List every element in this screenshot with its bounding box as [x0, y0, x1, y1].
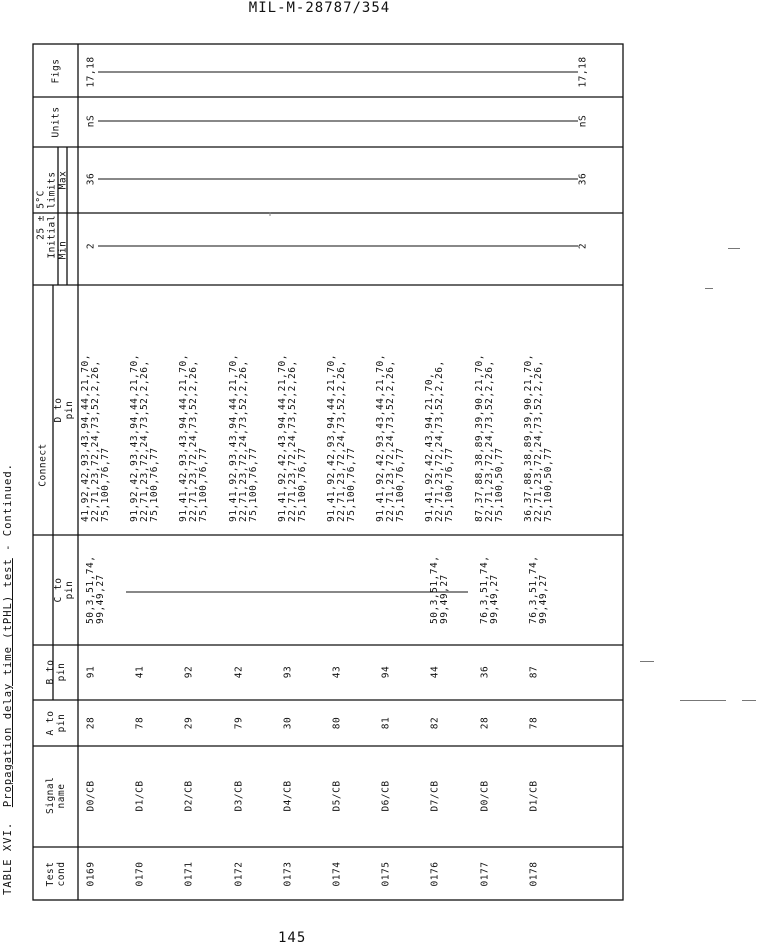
row-c-to-pin: [183, 624, 184, 625]
header-test-cond: Test cond: [45, 861, 67, 887]
row-test-cond: 0173: [282, 861, 294, 887]
header-signal-name: Signal name: [45, 776, 67, 814]
row-d-to-pin: 75,100,76,77: [395, 447, 407, 522]
row-d-to-pin: 22,71,23,72,24,73,52,2,26,: [139, 360, 151, 522]
row-c-to-pin: 99,49,27: [439, 574, 451, 624]
row-signal-name: D2/CB: [183, 780, 195, 812]
row-b-to-pin: 41: [134, 665, 146, 679]
header-d-to-pin: D to pin: [53, 397, 75, 423]
row-c-to-pin: [282, 624, 283, 625]
page-number: 145: [278, 930, 307, 946]
header-connect: Connect: [37, 443, 49, 487]
row-c-to-pin: 76,3,51,74,: [478, 555, 490, 624]
row-c-to-pin: [193, 624, 194, 625]
scan-mark: [742, 700, 756, 701]
row-d-to-pin: 91,41,92,42,93,94,44,21,70,: [326, 354, 337, 522]
row-d-to-pin: 91,41,92,42,43,94,21,70,: [424, 372, 436, 522]
row-d-to-pin: 22,71,23,72,24,73,52,2,26,: [434, 360, 446, 522]
row-a-to-pin: 28: [85, 716, 97, 730]
row-d-to-pin: 87,37,88,38,89,39,90,21,70,: [473, 354, 485, 522]
row-c-to-pin: 99,49,27: [95, 574, 106, 624]
row-a-to-pin: 29: [183, 716, 195, 730]
row-d-to-pin: 91,41,92,42,43,94,44,21,70,: [276, 354, 288, 522]
row-c-to-pin: [292, 624, 293, 625]
row-b-to-pin: 42: [233, 665, 245, 679]
figs-last: 17,18: [577, 56, 589, 88]
row-d-to-pin: 75,100,76,77: [444, 447, 456, 522]
row-d-to-pin: 41,92,42,93,43,94,44,21,70,: [80, 354, 91, 522]
row-d-to-pin: 75,100,50,77: [493, 447, 505, 522]
row-b-to-pin: 92: [183, 665, 195, 679]
header-max: Max: [57, 170, 69, 190]
units-last: nS: [577, 114, 589, 128]
row-test-cond: 0174: [331, 861, 343, 887]
row-c-to-pin: [390, 624, 391, 625]
header-a-to-pin: A to pin: [45, 710, 67, 736]
row-test-cond: 0169: [85, 861, 97, 887]
row-b-to-pin: 93: [282, 665, 294, 679]
row-b-to-pin: 94: [380, 665, 392, 679]
row-signal-name: D0/CB: [479, 780, 491, 812]
scan-mark: [680, 700, 726, 701]
row-d-to-pin: 36,37,88,38,89,39,90,21,70,: [522, 354, 534, 522]
row-a-to-pin: 82: [429, 716, 441, 730]
row-d-to-pin: 75,100,76,77: [198, 447, 210, 522]
row-signal-name: D1/CB: [134, 780, 146, 812]
header-units: Units: [50, 106, 62, 138]
row-test-cond: 0176: [429, 861, 441, 887]
row-d-to-pin: 91,41,42,93,43,94,44,21,70,: [178, 354, 190, 522]
row-d-to-pin: 22,71,23,72,24,73,52,2,26,: [286, 360, 298, 522]
figs-first: 17,18: [85, 56, 97, 88]
row-c-to-pin: [233, 624, 234, 625]
row-a-to-pin: 28: [479, 716, 491, 730]
header-temperature: 25 ± 5°C: [35, 190, 47, 240]
header-b-to-pin: B to pin: [45, 659, 67, 685]
header-initial-limits: Initial limits: [46, 171, 58, 259]
header-c-to-pin: C to pin: [53, 577, 75, 603]
row-a-to-pin: 80: [331, 716, 343, 730]
row-c-to-pin: 50,3,51,74,: [429, 555, 441, 624]
limit-min-first: 2: [85, 242, 97, 250]
limit-max-last: 36: [577, 172, 589, 186]
row-b-to-pin: 36: [479, 665, 491, 679]
row-d-to-pin: 22,71,23,72,24,73,52,2,26,: [385, 360, 397, 522]
caption-suffix: - Continued.: [2, 463, 14, 551]
row-d-to-pin: 22,71,23,72,24,73,52,2,26,: [188, 360, 200, 522]
row-signal-name: D6/CB: [380, 780, 392, 812]
row-b-to-pin: 44: [429, 665, 441, 679]
caption-title: Propagation delay time (tPHL) test: [2, 558, 14, 808]
row-a-to-pin: 78: [528, 716, 540, 730]
row-signal-name: D0/CB: [85, 780, 97, 812]
row-d-to-pin: 22,71,23,72,24,73,52,2,26,: [532, 360, 544, 522]
row-c-to-pin: 76,3,51,74,: [527, 555, 539, 624]
row-c-to-pin: [243, 624, 244, 625]
row-a-to-pin: 30: [282, 716, 294, 730]
row-b-to-pin: 91: [85, 665, 97, 679]
row-d-to-pin: 22,71,23,72,24,73,52,2,26,: [237, 360, 249, 522]
limit-min-last: 2: [577, 242, 589, 250]
row-c-to-pin: 99,49,27: [537, 574, 549, 624]
row-a-to-pin: 79: [233, 716, 245, 730]
row-b-to-pin: 43: [331, 665, 343, 679]
header-min: Min: [57, 240, 69, 260]
row-test-cond: 0171: [183, 861, 195, 887]
scan-mark: [705, 288, 713, 289]
row-c-to-pin: 99,49,27: [488, 574, 500, 624]
row-signal-name: D7/CB: [429, 780, 441, 812]
row-a-to-pin: 81: [380, 716, 392, 730]
document-number: MIL-M-28787/354: [248, 0, 391, 16]
scan-mark: [728, 248, 740, 249]
row-d-to-pin: 75,100,50,77: [542, 447, 554, 522]
header-figs: Figs: [50, 58, 62, 84]
units-first: nS: [85, 114, 97, 128]
row-d-to-pin: 75,100,76,77: [346, 447, 357, 522]
row-test-cond: 0178: [528, 861, 540, 887]
row-signal-name: D5/CB: [331, 780, 343, 812]
row-d-to-pin: 22,71,23,72,24,73,52,2,26,: [336, 360, 347, 522]
row-c-to-pin: [144, 624, 145, 625]
row-test-cond: 0172: [233, 861, 245, 887]
row-b-to-pin: 87: [528, 665, 540, 679]
row-signal-name: D1/CB: [528, 780, 540, 812]
row-d-to-pin: 75,100,76,77: [247, 447, 259, 522]
row-c-to-pin: [331, 624, 332, 625]
row-signal-name: D3/CB: [233, 780, 245, 812]
row-c-to-pin: 50,3,51,74,: [85, 555, 96, 624]
row-d-to-pin: 75,100,76,77: [149, 447, 161, 522]
row-signal-name: D4/CB: [282, 780, 294, 812]
scan-mark: [640, 661, 654, 662]
row-a-to-pin: 78: [134, 716, 146, 730]
row-test-cond: 0170: [134, 861, 146, 887]
row-test-cond: 0175: [380, 861, 392, 887]
row-d-to-pin: 75,100,76,77: [100, 447, 111, 522]
row-d-to-pin: 22,71,23,72,24,73,52,2,26,: [90, 360, 101, 522]
row-c-to-pin: [134, 624, 135, 625]
row-c-to-pin: [380, 624, 381, 625]
row-d-to-pin: 75,100,76,77: [296, 447, 308, 522]
row-d-to-pin: 91,41,92,42,93,43,44,21,70,: [375, 354, 387, 522]
row-d-to-pin: 22,71,23,72,24,73,52,2,26,: [483, 360, 495, 522]
row-c-to-pin: [341, 624, 342, 625]
row-d-to-pin: 91,92,42,93,43,94,44,21,70,: [129, 354, 141, 522]
row-d-to-pin: 91,41,92,93,43,94,44,21,70,: [227, 354, 239, 522]
row-test-cond: 0177: [479, 861, 491, 887]
caption-prefix: TABLE XVI.: [2, 821, 14, 895]
limit-max-first: 36: [85, 172, 97, 186]
